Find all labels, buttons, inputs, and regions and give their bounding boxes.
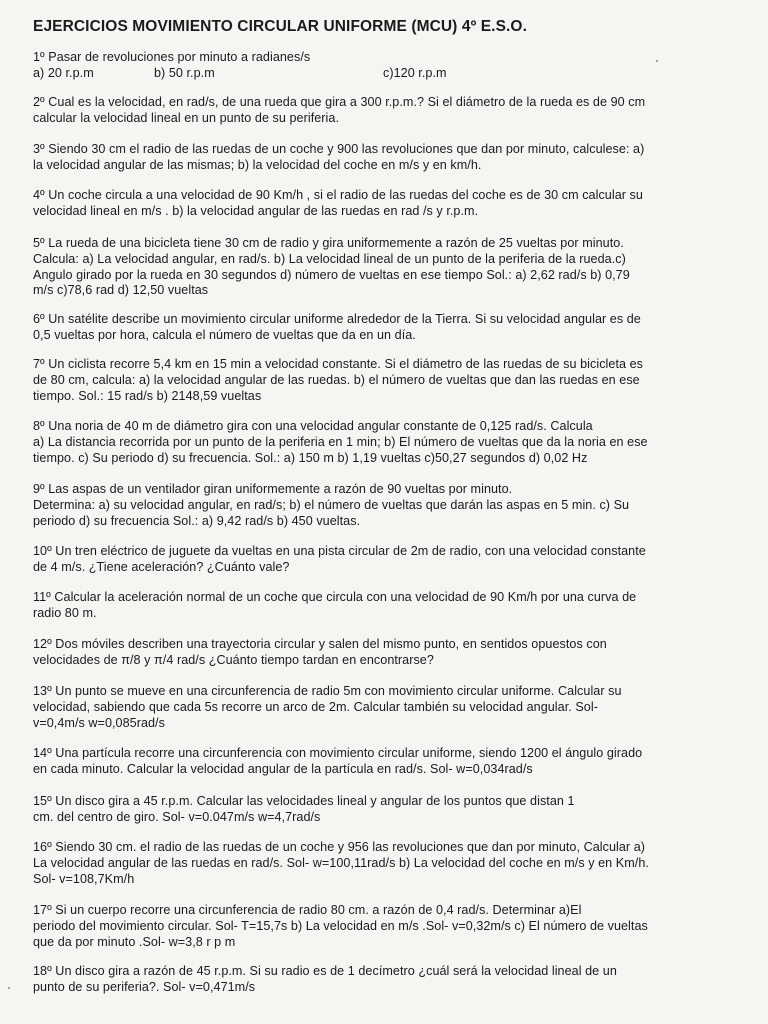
exercise-1-statement: 1º Pasar de revoluciones por minuto a radianes/s [33, 50, 311, 64]
exercise-line: 2º Cual es la velocidad, en rad/s, de una rueda que gira a 300 r.p.m.? Si el diámetro de la rueda es de 90 cm [33, 95, 646, 109]
exercise-line: velocidades de π/8 y π/4 rad/s ¿Cuánto tiempo tardan en encontrarse? [33, 652, 434, 667]
exercise-line: 9º Las aspas de un ventilador giran uniformemente a razón de 90 vueltas por minuto. [33, 482, 513, 496]
exercise-11 [33, 590, 733, 622]
exercise-line: 0,5 vueltas por hora, calcula el número de vueltas que da en un día. [33, 327, 416, 342]
exercise-line: 11º Calcular la aceleración normal de un coche que circula con una velocidad de 90 Km/h por una curva de [33, 590, 637, 604]
exercise-line: 18º Un disco gira a razón de 45 r.p.m. Si su radio es de 1 decímetro ¿cuál será la velocidad lineal de un [33, 964, 617, 978]
exercise-line: en cada minuto. Calcular la velocidad angular de la partícula en rad/s. Sol- w=0,034rad/s [33, 761, 533, 776]
exercise-line: 16º Siendo 30 cm. el radio de las ruedas de un coche y 956 las revoluciones que dan por minuto, Calcular a) [33, 840, 646, 854]
exercise-18 [33, 964, 733, 996]
exercise-line: radio 80 m. [33, 605, 97, 620]
exercise-4 [33, 188, 733, 220]
exercise-1-options [33, 66, 733, 82]
exercise-line: 12º Dos móviles describen una trayectoria circular y salen del mismo punto, en sentidos opuestos con [33, 637, 607, 651]
exercise-line: 6º Un satélite describe un movimiento circular uniforme alrededor de la Tierra. Si su velocidad angular es de [33, 312, 641, 326]
scan-speck [656, 60, 658, 62]
scan-speck [8, 987, 10, 989]
exercise-line: la velocidad angular de las mismas; b) la velocidad del coche en m/s y en km/h. [33, 157, 482, 172]
exercise-line: 8º Una noria de 40 m de diámetro gira con una velocidad angular constante de 0,125 rad/s. Calcula [33, 419, 593, 433]
exercise-9 [33, 482, 733, 529]
exercise-line: cm. del centro de giro. Sol- v=0.047m/s w=4,7rad/s [33, 809, 321, 824]
exercise-14 [33, 746, 733, 778]
exercise-line: Angulo girado por la rueda en 30 segundos d) número de vueltas en ese tiempo Sol.: a) 2,62 rad/s b) 0,79 [33, 267, 630, 282]
exercise-line: periodo del movimiento circular. Sol- T=15,7s b) La velocidad en m/s .Sol- v=0,32m/s c) El número de vueltas [33, 918, 648, 933]
exercise-line: 15º Un disco gira a 45 r.p.m. Calcular las velocidades lineal y angular de los puntos que distan 1 [33, 794, 575, 808]
exercise-line: Determina: a) su velocidad angular, en rad/s; b) el número de vueltas que darán las aspas en 5 min. c) Su [33, 497, 630, 512]
exercise-line: calcular la velocidad lineal en un punto de su periferia. [33, 110, 339, 125]
exercise-line: 3º Siendo 30 cm el radio de las ruedas de un coche y 900 las revoluciones que dan por minuto, calculese: a) [33, 142, 645, 156]
exercise-line: que da por minuto .Sol- w=3,8 r p m [33, 934, 236, 949]
exercise-line: La velocidad angular de las ruedas en rad/s. Sol- w=100,11rad/s b) La velocidad del coche en m/s y en Km/h. [33, 855, 649, 870]
exercise-line: 17º Si un cuerpo recorre una circunferencia de radio 80 cm. a razón de 0,4 rad/s. Determinar a)El [33, 903, 582, 917]
exercise-line: tiempo. c) Su periodo d) su frecuencia. Sol.: a) 150 m b) 1,19 vueltas c)50,27 segundos d) 0,02 Hz [33, 450, 588, 465]
exercise-line: 10º Un tren eléctrico de juguete da vueltas en una pista circular de 2m de radio, con una velocidad constante [33, 544, 646, 558]
page-title: EJERCICIOS MOVIMIENTO CIRCULAR UNIFORME (MCU) 4º E.S.O. [33, 18, 527, 35]
exercise-line: Sol- v=108,7Km/h [33, 871, 135, 886]
exercise-line: de 4 m/s. ¿Tiene aceleración? ¿Cuánto vale? [33, 559, 290, 574]
exercise-10 [33, 544, 733, 576]
exercise-line: 13º Un punto se mueve en una circunferencia de radio 5m con movimiento circular uniforme. Calcular su [33, 684, 622, 698]
exercise-line: velocidad lineal en m/s . b) la velocidad angular de las ruedas en rad /s y r.p.m. [33, 203, 479, 218]
exercise-line: de 80 cm, calcula: a) la velocidad angular de las ruedas. b) el número de vueltas que dan las ruedas en ese [33, 372, 640, 387]
exercise-line: 4º Un coche circula a una velocidad de 90 Km/h , si el radio de las ruedas del coche es de 30 cm calcular su [33, 188, 643, 202]
exercise-line: tiempo. Sol.: 15 rad/s b) 2148,59 vueltas [33, 388, 262, 403]
exercise-line: punto de su periferia?. Sol- v=0,471m/s [33, 979, 256, 994]
exercise-line: m/s c)78,6 rad d) 12,50 vueltas [33, 283, 209, 298]
exercise-15 [33, 794, 733, 826]
exercise-17 [33, 903, 733, 950]
exercise-line: periodo d) su frecuencia Sol.: a) 9,42 rad/s b) 450 vueltas. [33, 513, 361, 528]
exercise-line: 5º La rueda de una bicicleta tiene 30 cm de radio y gira uniformemente a razón de 25 vueltas por minuto. [33, 236, 624, 250]
exercise-1-option-a: a) 20 r.p.m [33, 65, 94, 80]
exercise-line: 7º Un ciclista recorre 5,4 km en 15 min a velocidad constante. Si el diámetro de las ruedas de su bicicleta es [33, 357, 644, 371]
exercise-3 [33, 142, 733, 174]
exercise-13 [33, 684, 733, 731]
exercise-1 [33, 50, 733, 82]
exercise-7 [33, 357, 733, 404]
exercise-6 [33, 312, 733, 344]
exercise-8 [33, 419, 733, 466]
exercise-1-option-b: b) 50 r.p.m [154, 65, 215, 80]
exercise-line: 14º Una partícula recorre una circunferencia con movimiento circular uniforme, siendo 1200 el ángulo girado [33, 746, 643, 760]
exercise-2 [33, 95, 733, 127]
exercise-5 [33, 236, 733, 299]
exercise-1-option-c: c)120 r.p.m [383, 65, 447, 80]
exercise-line: v=0,4m/s w=0,085rad/s [33, 715, 165, 730]
exercise-16 [33, 840, 733, 887]
exercise-12 [33, 637, 733, 669]
exercise-line: Calcula: a) La velocidad angular, en rad/s. b) La velocidad lineal de un punto de la periferia de la rueda.c) [33, 251, 626, 266]
exercise-line: velocidad, sabiendo que cada 5s recorre un arco de 2m. Calcular también su velocidad angular. Sol- [33, 699, 598, 714]
exercise-line: a) La distancia recorrida por un punto de la periferia en 1 min; b) El número de vueltas que da la noria en ese [33, 434, 648, 449]
